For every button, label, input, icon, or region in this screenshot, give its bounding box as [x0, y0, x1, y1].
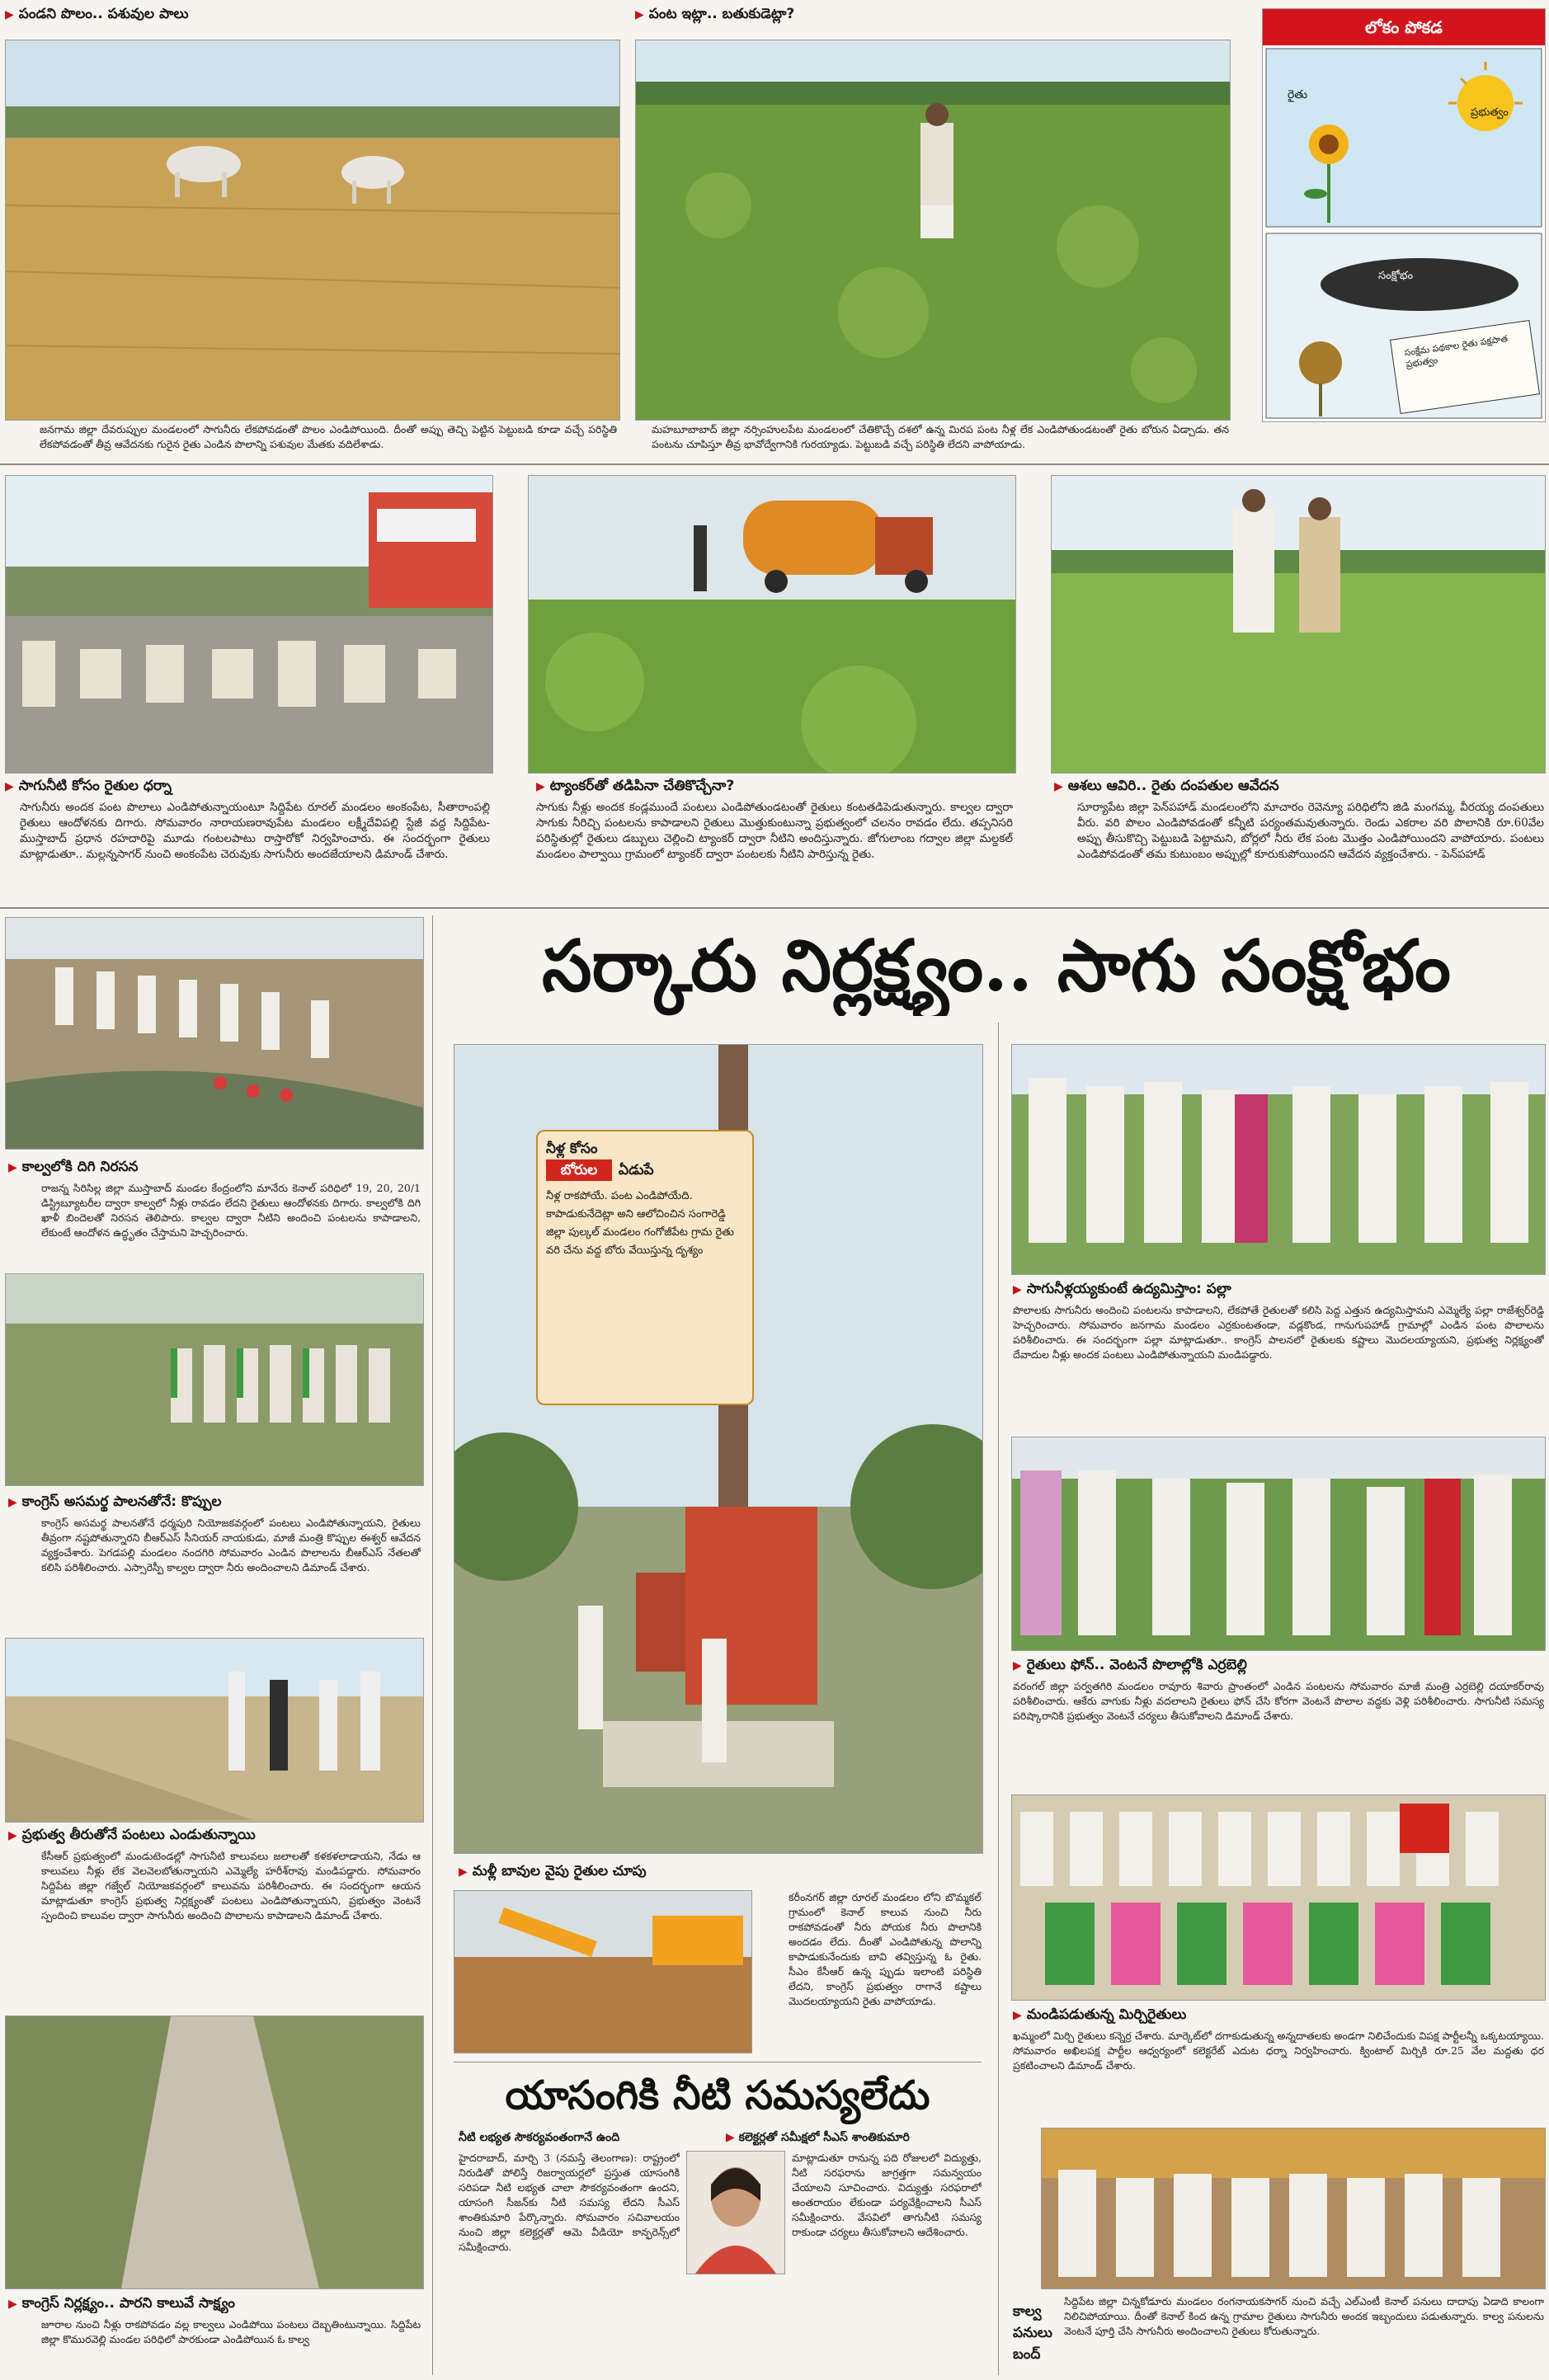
bullet-triangle-icon: ▶ — [5, 8, 14, 21]
bullet-triangle-icon: ▶ — [536, 780, 545, 793]
row2-b-body: సాగుకు నీళ్లు అందక కండ్లముందే పంటలు ఎండిపోతుండటంతో రైతులు కంటతడిపెడుతున్నారు. కాల్వల ద్వారా సాగుకు నీరిచ్చి పంటలను కాపాడాలని రైతులు మొత్తుకుంటున్నా ప్రభుత్వంలో చలనం రావడం లేదు. తప్పనిసరి పరిస్థితుల్లో రైతులు డబ్బులు చెల్లించి ట్యాంకర్ ద్వారా నీటిని అందిస్తున్నారు. జోగులాంబ గద్వాల జిల్లా మల్దకల్ మండలం పాల్వాయి గ్రామంలో ట్యాంకర్ ద్వారా పంటలకు నీటిని పారిస్తున్న రైతు. — [536, 801, 1013, 861]
top-right-headline: ▶ పంట ఇట్లా.. బతుకుడెట్లా? — [635, 6, 795, 22]
bullet-triangle-icon: ▶ — [8, 2298, 17, 2311]
bullet-triangle-icon: ▶ — [1013, 1659, 1022, 1672]
photo-brs-leaders-field — [5, 1273, 424, 1486]
row2-a-headline: ▶ సాగునీటి కోసం రైతుల ధర్నా — [5, 778, 172, 794]
right-side-label: కాల్వ పనులు బంద్ — [1013, 2303, 1052, 2363]
photo-dry-field-cattle — [5, 40, 620, 421]
photo-farmer-chilli-field — [635, 40, 1231, 421]
right-h2: ▶ రైతులు ఫోన్.. వెంటనే పొలాల్లోకి ఎర్రబెల్లి — [1013, 1657, 1247, 1673]
divider — [998, 1023, 999, 2375]
yasangi-subhead-1: నీటి లభ్యత సౌకర్యవంతంగానే ఉంది — [459, 2131, 620, 2144]
row2-c-headline: ▶ ఆశలు ఆవిరి.. రైతు దంపతుల ఆవేదన — [1054, 778, 1279, 794]
top-left-caption: జనగామ జిల్లా దేవరుప్పుల మండలంలో సాగునీరు లేకపోవడంతో పొలం ఎండిపోయింది. దీంతో అప్పు తెచ్చి పెట్టిన పెట్టుబడి కూడా వచ్చే పరిస్థితి లేకపోవడంతో తీవ్ర ఆవేదనకు గురైన రైతు ఎండిన పొలాన్ని పశువుల మేతకు వదిలేశాడు. — [40, 422, 617, 455]
right-b1: పొలాలకు సాగునీరు అందించి పంటలను కాపాడాలని, లేకపోతే రైతులతో కలిసి పెద్ద ఎత్తున ఉద్యమిస్తామని ఎమ్మెల్యే పల్లా రాజేశ్వర్‌రెడ్డి హెచ్చరించారు. సోమవారం జనగామ మండలం ఎర్రకుంటతండా, వడ్లకొండ, గానుగుపహాడ్ గ్రామాల్లో ఎండిన పంట పొలాలను పరిశీలించారు. ఈ సందర్భంగా పల్లా మాట్లాడుతూ.. కాంగ్రెస్ పాలనలో రైతులకు కష్టాలు మొదలయ్యాయని, ప్రభుత్వ నిర్లక్ష్యంతో దేవాదుల నీళ్లు అందక పంటలు ఎండిపోతున్నాయని మండిపడ్డారు. — [1013, 1304, 1544, 1361]
cartoon-panel — [1262, 8, 1546, 422]
cartoon-label-farmer: రైతు — [1288, 88, 1308, 101]
left-b3: కేసీఆర్ ప్రభుత్వంలో మండుటెండల్లో సాగునీటి కాలువలు జలాలతో కళకళలాడాయని, నేడు ఆ కాలువలు నీళ్లు లేక వెలవెలబోతున్నాయని ఎమ్మెల్యే హరీశ్‌రావు మండిపడ్డారు. సోమవారం సిద్దిపేట జిల్లా గజ్వేల్ నియోజకవర్గంలో కాలువను పరిశీలించారు. ఈ సందర్భంగా ఆయన మాట్లాడుతూ కాంగ్రెస్ ప్రభుత్వ నిర్లక్ష్యంతో పంటలు ఎండిపోతున్నాయని, ప్రభుత్వం వెంటనే స్పందించి కాలువల ద్వారా సాగునీరు అందించి పొలాలను కాపాడాలని డిమాండ్ చేశారు. — [41, 1850, 421, 1921]
left-h2: ▶ కాంగ్రెస్ అసమర్థ పాలనతోనే: కొప్పుల — [8, 1493, 222, 1510]
yasangi-body-2: మాట్లాడుతూ రానున్న పది రోజులలో విద్యుత్తు, నీటి సరఫరాను జాగ్రత్తగా సమన్వయం చేయాలని సూచించారు. విద్యుత్తు సరఫరాలో అంతరాయం లేకుండా పర్యవేక్షించాలని సీఎస్ సమీక్షించారు. వేసవిలో తాగునీటి సమస్య రాకుండా చర్యలు తీసుకోవాలని ఆదేశించారు. — [792, 2152, 982, 2238]
bullet-triangle-icon: ▶ — [1013, 2009, 1022, 2022]
left-b2: కాంగ్రెస్ అసమర్థ పాలనతోనే ధర్మపురి నియోజకవర్గంలో పంటలు ఎండిపోతున్నాయని, రైతులు తీవ్రంగా నష్టపోతున్నారని బీఆర్‌ఎస్ సీనియర్ నాయకుడు, మాజీ మంత్రి కొప్పుల ఈశ్వర్ ఆవేదన వ్యక్తంచేశారు. పెగడపల్లి మండలం నందగిరి సోమవారం ఎండిన పొలాలను బీఆర్‌ఎస్ నేతలతో కలిసి పరిశీలించారు. ఎస్సారెస్పీ కాల్వల ద్వారా నీరు అందించాలని డిమాండ్ చేశారు. — [41, 1517, 421, 1573]
photo-cs-portrait — [686, 2151, 785, 2274]
divider — [0, 463, 1549, 465]
photo-water-tanker — [528, 475, 1016, 774]
bore-callout-highlight: బోరుల — [546, 1159, 612, 1181]
left-h1: ▶ కాల్వలోకి దిగి నిరసన — [8, 1159, 139, 1175]
left-h4: ▶ కాంగ్రెస్ నిర్లక్ష్యం.. పారని కాలువే సాక్ష్యం — [8, 2295, 235, 2312]
row2-a-body: సాగునీరు అందక పంట పొలాలు ఎండిపోతున్నాయంటూ సిద్దిపేట రూరల్ మండలం అంకంపేట, సీతారాంపల్లి రైతులు ఆందోళనకు దిగారు. సోమవారం నారాయణరావుపేట మండలం లక్ష్మీదేవిపల్లి స్టేజీ వద్ద సిద్దిపేట-ముస్తాబాద్ ప్రధాన రహదారిపై మూడు గంటలపాటు రాస్తారోకో నిర్వహించారు. ఈ సందర్భంగా రైతులు మాట్లాడుతూ.. మల్లన్నసాగర్ నుంచి అంకంపేట చెరువుకు సాగునీరు అందజేయాలని డిమాండ్ చేశారు. — [20, 801, 490, 861]
left-b1: రాజన్న సిరిసిల్ల జిల్లా ముస్తాబాద్ మండల కేంద్రంలోని మానేరు కెనాల్ పరిధిలో 19, 20, 20/1 డిస్ట్రిబ్యూటరీల ద్వారా కాల్వలో నీళ్లు రావడం లేదని రైతులు ఆందోళనకు దిగారు. కాల్వలోకి దిగి ఖాళీ బిందెలతో నిరసన తెలిపారు. కాల్వల ద్వారా నీటిని అందించి పంటలను కాపాడాలని, లేకుంటే ఆందోళన ఉద్ధృతం చేస్తామని హెచ్చరించారు. — [41, 1182, 421, 1239]
photo-excavator-well — [454, 1890, 752, 2053]
photo-farmers-dharna — [5, 475, 493, 774]
bullet-triangle-icon: ▶ — [1013, 1283, 1022, 1296]
yasangi-headline: యాసంగికి నీటి సమస్యలేదు — [505, 2072, 930, 2119]
photo-harish-rao-canal — [5, 1638, 424, 1823]
divider — [0, 907, 1549, 909]
right-h1: ▶ సాగునీళ్లయ్యకుంటే ఉద్యమిస్తాం: పల్లా — [1013, 1281, 1231, 1297]
right-b4: సిద్దిపేట జిల్లా చిన్నకోడూరు మండలం రంగనాయకసాగర్ నుంచి వచ్చే ఎల్‌ఎంటీ కెనాల్ పనులు దాదాపు ఏడాది కాలంగా నిలిచిపోయాయి. దీంతో కెనాల్ కింద ఉన్న గ్రామాల రైతులు సాగునీరు అందక ఇబ్బందులు పడుతున్నారు. కాల్వ పనులను వెంటనే పూర్తి చేసి సాగునీరు అందించాలని రైతులు కోరుతున్నారు. — [1064, 2295, 1544, 2337]
photo-canal-meeting — [1041, 2128, 1546, 2289]
bullet-triangle-icon: ▶ — [8, 1829, 17, 1842]
row2-b-headline: ▶ ట్యాంకర్‌తో తడిపినా చేతికొచ్చేనా? — [536, 778, 735, 794]
row2-c-body: సూర్యాపేట జిల్లా పెన్‌పహాడ్ మండలంలోని మాచారం రెవెన్యూ పరిధిలోని జిడి మంగమ్మ, వీరయ్య దంపతులు వీరు. వరి పొలం ఎండిపోవడంతో కన్నీటి పర్యంతమవుతున్నారు. రెండు ఎకరాల వరి పొలానికి రూ.60వేల అప్పు తీసుకొచ్చి పెట్టుబడి పెట్టామని, బోర్లలో నీరు లేక పంట మొత్తం ఎండిపోయిందని వాపోయారు. పంటలు ఎండిపోవడంతో తమ కుటుంబం అప్పుల్లో కూరుకుపోయిందని ఆవేదన వ్యక్తంచేశారు. - పెన్‌పహాడ్ — [1077, 801, 1544, 861]
left-b4: జూరాల నుంచి నీళ్లు రాకపోవడం వల్ల కాల్వలు ఎండిపోయి పంటలు దెబ్బతింటున్నాయి. సిద్దిపేట జిల్లా కొమురవెల్లి మండల పరిధిలో పారకుండా ఎండిపోయిన ఓ కాల్వ — [41, 2318, 421, 2345]
bullet-triangle-icon: ▶ — [8, 1161, 17, 1174]
bullet-triangle-icon: ▶ — [635, 8, 644, 21]
bore-callout-line2: ఏడుపే — [619, 1162, 654, 1178]
bullet-triangle-icon: ▶ — [1054, 780, 1063, 793]
bullet-triangle-icon: ▶ — [8, 1496, 17, 1509]
cartoon-label-crisis: సంక్షోభం — [1378, 270, 1414, 282]
top-left-headline: ▶ పండని పొలం.. పశువుల పాలు — [5, 6, 189, 22]
photo-palla-field-visit — [1011, 1044, 1546, 1275]
bore-callout-caption: నీళ్ల రాకపోయే. పంట ఎండిపోయేది. కాపాడుకునేదెట్లా అని ఆలోచించిన సంగారెడ్డి జిల్లా పుల్కల్ మండలం గంగోజీపేట గ్రామ రైతు వరి చేను వద్ద బోరు వేయిస్తున్న దృశ్యం — [546, 1190, 734, 1257]
divider — [432, 915, 433, 2375]
right-b3: ఖమ్మంలో మిర్చి రైతులు కన్నెర్ర చేశారు. మార్కెట్‌లో దగాకుడుతున్న అన్నదాతలకు అండగా నిలిచేందుకు విపక్ష పార్టీలన్నీ ఒక్కటయ్యాయి. సోమవారం అఖిలపక్ష పార్టీల ఆధ్వర్యంలో కలెక్టరేట్ ఎదుట ధర్నా నిర్వహించారు. క్వింటాల్ మిర్చికి రూ.25 వేల మద్దతు ధర ప్రకటించాలని డిమాండ్ చేశారు. — [1013, 2030, 1544, 2072]
photo-canal-protest — [5, 917, 424, 1150]
yasangi-subhead-2: ▶ కలెక్టర్లతో సమీక్షలో సీఎస్ శాంతికుమారి — [726, 2131, 910, 2144]
top-right-caption: మహబూబాబాద్ జిల్లా నర్సింహులపేట మండలంలో చేతికొచ్చే దశలో ఉన్న మిరప పంట నీళ్ల లేక ఎండిపోతుండటంతో రైతు బోరున ఏడ్చాడు. తన పంటను చూపిస్తూ తీవ్ర భావోద్వేగానికి గురయ్యాడు. పెట్టుబడి వచ్చే పరిస్థితి లేదని వాపోయాడు. — [652, 422, 1229, 455]
main-headline: సర్కారు నిర్లక్ష్యం.. సాగు సంక్షోభం — [542, 924, 1451, 1008]
right-h3: ▶ మండిపడుతున్న మిర్చిరైతులు — [1013, 2006, 1187, 2023]
cartoon-label-government: ప్రభుత్వం — [1471, 106, 1509, 119]
divider — [454, 2062, 982, 2063]
right-b2: వరంగల్ జిల్లా పర్వతగిరి మండలం రావూరు శివారు ప్రాంతంలో ఎండిన పంటలను సోమవారం మాజీ మంత్రి ఎర్రబెల్లి దయాకర్‌రావు పరిశీలించారు. ఆకేరు వాగుకు నీళ్లు వదలాలని రైతులు ఫోన్ చేసి కోరగా వెంటనే పొలాల వద్దకు వెళ్లి పరిశీలించారు. సాగునీటి సమస్య పరిష్కారానికి ప్రభుత్వం వెంటనే చర్యలు తీసుకోవాలని డిమాండ్ చేశారు. — [1013, 1680, 1544, 1722]
left-h3: ▶ ప్రభుత్వ తీరుతోనే పంటలు ఎండుతున్నాయి — [8, 1827, 256, 1843]
bore-callout-line1: నీళ్ల కోసం — [546, 1141, 598, 1157]
bullet-triangle-icon: ▶ — [726, 2131, 735, 2144]
bullet-triangle-icon: ▶ — [459, 1865, 468, 1879]
center-b-body: కరీంనగర్ జిల్లా రూరల్ మండలం లోని బొమ్మకల్ గ్రామంలో కెనాల్ కాలువ నుంచి నీరు రాకపోవడంతో నీరు పోయక నీరు పొలానికి అందడం లేదు. దీంతో ఎండిపోతున్న పొలాన్ని కాపాడుకునేందుకు బావి తవ్విస్తున్న ఓ రైతు. సీఎం కేసీఆర్ ఉన్న ప్పుడు ఇలాంటి పరిస్థితి లేదని, కాంగ్రెస్ ప్రభుత్వం రాగానే కష్టాలు మొదలయ్యాయని రైతు వాపోయాడు. — [789, 1891, 982, 2007]
photo-dry-canal — [5, 2015, 424, 2289]
photo-farmer-couple — [1051, 475, 1546, 774]
cartoon-label-paper: సంక్షేమ పథకాల రైతు పక్షపాత ప్రభుత్వం — [1403, 332, 1509, 370]
yasangi-body-1: హైదరాబాద్, మార్చి 3 (నమస్తే తెలంగాణ): రాష్ట్రంలో నిరుడితో పోలిస్తే రిజర్వాయర్లలో ప్రస్తుత యాసంగికి సరిపడా నీటి లభ్యత చాలా సౌకర్యవంతంగా ఉందని, యాసంగి సీజన్‌కు నీటి సమస్య లేదని సీఎస్ శాంతికుమారి పేర్కొన్నారు. సోమవారం సచివాలయం నుంచి జిల్లా కలెక్టర్లతో ఆమె వీడియో కాన్ఫరెన్స్‌లో సమీక్షించారు. — [459, 2152, 680, 2253]
center-b-headline: ▶ మళ్లీ బావుల వైపు రైతుల చూపు — [459, 1863, 647, 1879]
photo-errabelli-field — [1011, 1437, 1546, 1651]
cartoon-banner: లోకం పోకడ — [1263, 9, 1545, 45]
bullet-triangle-icon: ▶ — [5, 780, 14, 793]
photo-chilli-farmers-dharna — [1011, 1794, 1546, 2001]
